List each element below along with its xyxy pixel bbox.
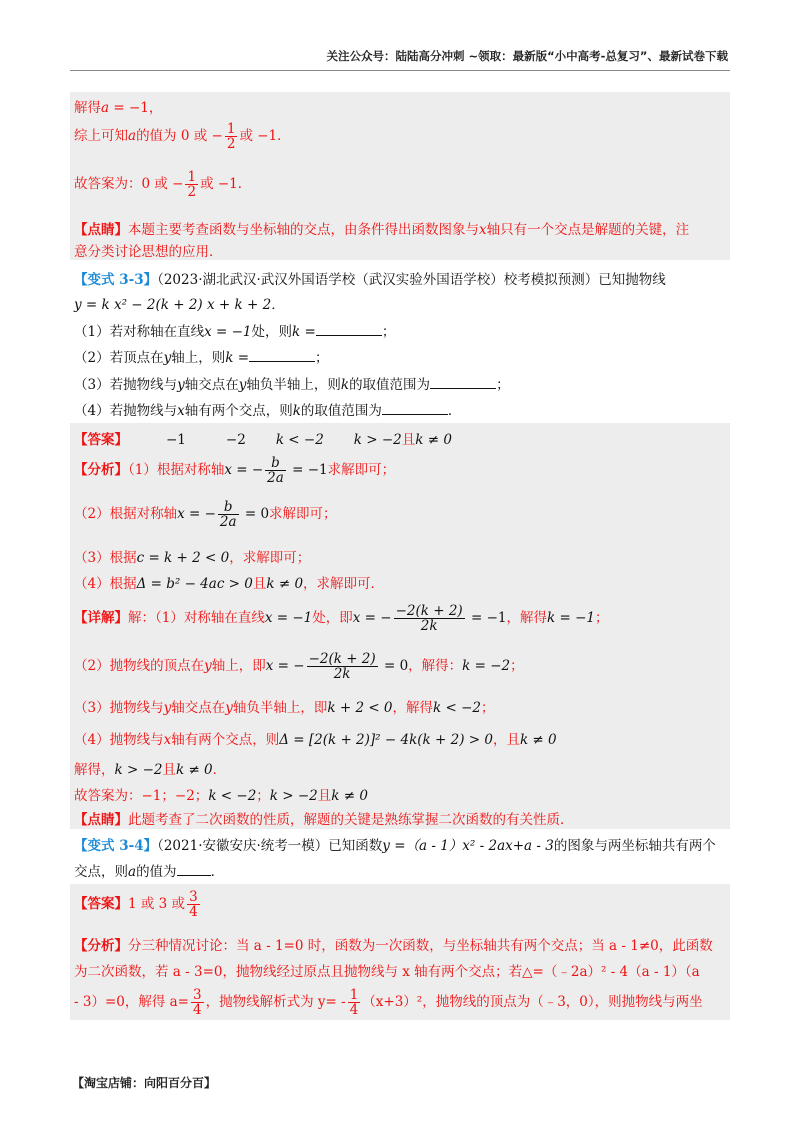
question-part	[74, 346, 329, 366]
text: 轴交点在	[171, 700, 226, 716]
text: （4）根据	[74, 576, 137, 592]
question-line	[74, 834, 716, 854]
dianjing-tag: 【点睛】	[74, 812, 128, 828]
math: x = −	[265, 658, 305, 675]
text: ；	[496, 377, 510, 393]
numerator: b	[218, 500, 239, 515]
text: 解：（1）对称轴在直线	[128, 610, 265, 627]
text: 且	[317, 788, 332, 804]
denominator: 2a	[267, 470, 284, 487]
math: c = k + 2 < 0	[136, 550, 230, 566]
answer-4: k > −2	[353, 432, 402, 448]
math: x = −	[224, 462, 264, 479]
text: ．	[212, 762, 227, 778]
analysis-line	[74, 456, 395, 485]
solution-line	[74, 170, 251, 199]
dianjing-tag: 【点睛】	[74, 222, 128, 238]
question-tag: 【变式 3-4】	[74, 838, 158, 854]
answer-blank[interactable]	[316, 323, 382, 336]
math: k =	[225, 350, 250, 366]
text: 且	[252, 576, 267, 592]
math: k = −1	[547, 610, 595, 627]
var: y	[225, 700, 233, 716]
text: 此题考查了二次函数的性质，解题的关键是熟练掌握二次函数的有关性质．	[128, 812, 574, 828]
text: （2）若顶点在	[74, 350, 164, 366]
math: x = −	[352, 610, 392, 627]
text: （4）若抛物线与	[74, 403, 178, 419]
text: 的图象与两坐标轴共有两个	[553, 838, 716, 854]
math: = 0	[379, 658, 409, 675]
denominator: 2	[226, 136, 236, 153]
text: 故答案为：−1；−2；	[74, 788, 209, 804]
var: a	[128, 128, 137, 145]
math: x = −	[177, 506, 216, 523]
answer-blank[interactable]	[430, 376, 496, 389]
fraction	[191, 988, 204, 1017]
text: 轴上，则	[171, 350, 226, 366]
numerator: 3	[193, 987, 202, 1003]
detail-line	[74, 652, 524, 681]
analysis-tag: 【分析】	[74, 938, 128, 954]
text: （2）根据对称轴	[74, 506, 178, 523]
text: 1 或 3 或	[128, 896, 186, 913]
var: k	[340, 377, 350, 393]
text: 故答案为：0 或 −	[74, 176, 184, 193]
detail-line	[74, 758, 226, 778]
numerator: 1	[187, 169, 197, 185]
answer-blank[interactable]	[177, 863, 211, 876]
header-rule	[70, 70, 730, 71]
page-header: 关注公众号：陆陆高分冲刺 ~领取：最新版“小中高考-总复习”、最新试卷下载	[326, 49, 728, 63]
var: y	[238, 377, 247, 393]
fraction	[225, 122, 238, 151]
text: （4）抛物线与	[74, 732, 164, 748]
denominator: 2a	[219, 514, 237, 531]
dianjing-line	[74, 218, 689, 238]
var: a	[128, 864, 137, 880]
question-line	[74, 268, 666, 288]
math: y =（a - 1）x² - 2ax+a - 3	[382, 838, 554, 854]
numerator: b	[265, 456, 286, 471]
math: k ≠ 0	[415, 432, 452, 448]
math: k ≠ 0	[175, 762, 213, 778]
text: 处，则	[251, 324, 293, 340]
question-part	[74, 399, 461, 419]
text: 的取值范围为	[300, 403, 382, 419]
text: ，且	[492, 732, 520, 748]
denominator: 2	[187, 184, 197, 201]
fraction	[307, 652, 378, 681]
numerator: 3	[189, 889, 198, 905]
denominator: 4	[193, 1002, 202, 1019]
math: k ≠ 0	[331, 788, 368, 804]
math: x = −1	[264, 610, 313, 627]
text: ；	[315, 350, 329, 366]
math: k ≠ 0	[266, 576, 304, 592]
text: 轴负半轴上，则	[246, 377, 341, 393]
answer-line	[74, 428, 452, 448]
fraction	[348, 988, 361, 1017]
numerator: −2(k + 2)	[395, 603, 463, 619]
denominator: 4	[189, 904, 198, 921]
text: （1）若对称轴在直线	[74, 324, 205, 340]
text: 解得，	[74, 762, 115, 778]
answer-2: −2	[225, 432, 246, 448]
var: k	[292, 403, 301, 419]
text: ，求解即可．	[303, 576, 385, 592]
question-equation: y = k x² − 2(k + 2) x + k + 2．	[74, 297, 285, 313]
math: k + 2 < 0	[327, 700, 393, 716]
text: 或 −1．	[200, 176, 252, 193]
text: ，解得	[392, 700, 434, 716]
math: x = −1	[204, 324, 252, 340]
text: 轴有两个交点，则	[184, 403, 293, 419]
text: 且	[401, 432, 416, 448]
text: 本题主要考查函数与坐标轴的交点，由条件得出函数图象与	[128, 222, 479, 238]
text: 求解即可；	[327, 462, 396, 479]
answer-tag: 【答案】	[74, 432, 128, 448]
text: ；	[594, 610, 609, 627]
math: k ≠ 0	[519, 732, 557, 748]
solution-line	[74, 122, 291, 151]
analysis-line	[74, 934, 713, 954]
math: k = −2	[462, 658, 511, 675]
fraction	[185, 170, 198, 199]
text: 轴有两个交点，则	[171, 732, 280, 748]
question-line	[74, 860, 224, 880]
denominator: 4	[349, 1002, 359, 1019]
answer-line	[74, 890, 202, 919]
math: k < −2	[208, 788, 257, 804]
question-part	[74, 373, 510, 393]
text: 分三种情况讨论：当 a - 1=0 时，函数为一次函数，与坐标轴共有两个交点；当 a - 1≠0，此函数	[128, 938, 713, 954]
text: ；	[381, 324, 396, 340]
text: ；	[510, 658, 524, 675]
math: Δ = [2(k + 2)]² − 4k(k + 2) > 0	[279, 732, 493, 748]
page-footer: 【淘宝店铺：向阳百分百】	[72, 1076, 217, 1090]
text: 轴交点在	[184, 377, 239, 393]
answer-tag: 【答案】	[74, 896, 128, 913]
text: 处，即	[312, 610, 353, 627]
math: = 0	[240, 506, 270, 523]
fraction	[265, 456, 286, 485]
text: 求解即可；	[269, 506, 337, 523]
numerator: −2(k + 2)	[308, 651, 376, 667]
var: y	[163, 700, 172, 716]
math: k < −2	[433, 700, 482, 716]
math: = −1	[287, 462, 328, 479]
text: （2）抛物线的顶点在	[74, 658, 205, 675]
text: ，抛物线解析式为 y= -	[205, 994, 346, 1011]
var: x	[163, 732, 172, 748]
text: 轴负半轴上，即	[232, 700, 328, 716]
dianjing-line: 意分类讨论思想的应用．	[74, 244, 223, 260]
detail-line	[74, 604, 608, 633]
question-part	[74, 320, 395, 340]
text: ，求解即可；	[229, 550, 311, 566]
math: k > −2	[114, 762, 163, 778]
fraction	[218, 500, 239, 529]
text: 轴上，即	[211, 658, 266, 675]
analysis-tag: 【分析】	[74, 462, 128, 479]
text: 轴只有一个交点是解题的关键，注	[486, 222, 690, 238]
detail-line	[74, 728, 557, 748]
question-tag: 【变式 3-3】	[74, 272, 158, 288]
text: 解得	[74, 100, 101, 116]
var: a	[101, 100, 110, 116]
var: y	[204, 658, 212, 675]
text: （3）抛物线与	[74, 700, 164, 716]
var: x	[479, 222, 487, 238]
denominator: 2k	[333, 666, 351, 683]
fraction	[394, 604, 465, 633]
question-source: （2023·湖北武汉·武汉外国语学校（武汉实验外国语学校）校考模拟预测）已知抛物线	[157, 272, 666, 288]
numerator: 1	[226, 121, 236, 137]
fraction	[187, 890, 200, 919]
answer-blank[interactable]	[249, 349, 315, 362]
numerator: 1	[349, 987, 359, 1003]
var: y	[177, 377, 185, 393]
text: 综上可知	[74, 128, 128, 145]
text: （3）根据	[74, 550, 137, 566]
text: （x+3）²，抛物线的顶点为（﹣3，0），则抛物线与两坐	[362, 994, 703, 1011]
final-answer-line	[74, 784, 368, 804]
text: ．	[210, 864, 225, 880]
analysis-line	[74, 572, 384, 592]
text: 或 −1．	[239, 128, 291, 145]
text: ；	[256, 788, 270, 804]
text: 交点，则	[74, 864, 128, 880]
solution-line	[74, 96, 162, 116]
detail-tag: 【详解】	[74, 610, 128, 627]
analysis-line	[74, 500, 337, 529]
text: 的值为	[136, 864, 177, 880]
math: Δ = b² − 4ac > 0	[136, 576, 253, 592]
dianjing-line	[74, 808, 574, 828]
text: 的取值范围为	[349, 377, 431, 393]
answer-blank[interactable]	[382, 402, 448, 415]
text: ，解得：	[408, 658, 463, 675]
text: ，解得	[506, 610, 547, 627]
text: = −1，	[109, 100, 163, 116]
var: y	[163, 350, 172, 366]
answer-1: −1	[166, 432, 186, 448]
analysis-line	[74, 988, 703, 1017]
var: x	[177, 403, 185, 419]
text: - 3）=0，解得 a=	[74, 994, 189, 1011]
text: ．	[447, 403, 462, 419]
math: k =	[292, 324, 316, 340]
math: = −1	[466, 610, 507, 627]
analysis-line: 为二次函数，若 a - 3=0，抛物线经过原点且抛物线与 x 轴有两个交点；若△=（﹣2a）² - 4（a - 1）（a	[74, 964, 700, 980]
text: 且	[162, 762, 176, 778]
text: 的值为 0 或 −	[136, 128, 223, 145]
analysis-line	[74, 546, 310, 566]
text: （1）根据对称轴	[128, 462, 225, 479]
text: （3）若抛物线与	[74, 377, 178, 393]
question-source: （2021·安徽安庆·统考一模）已知函数	[157, 838, 383, 854]
answer-3: k < −2	[275, 432, 324, 448]
text: ；	[481, 700, 495, 716]
denominator: 2k	[420, 618, 438, 635]
math: k > −2	[269, 788, 318, 804]
detail-line	[74, 696, 495, 716]
